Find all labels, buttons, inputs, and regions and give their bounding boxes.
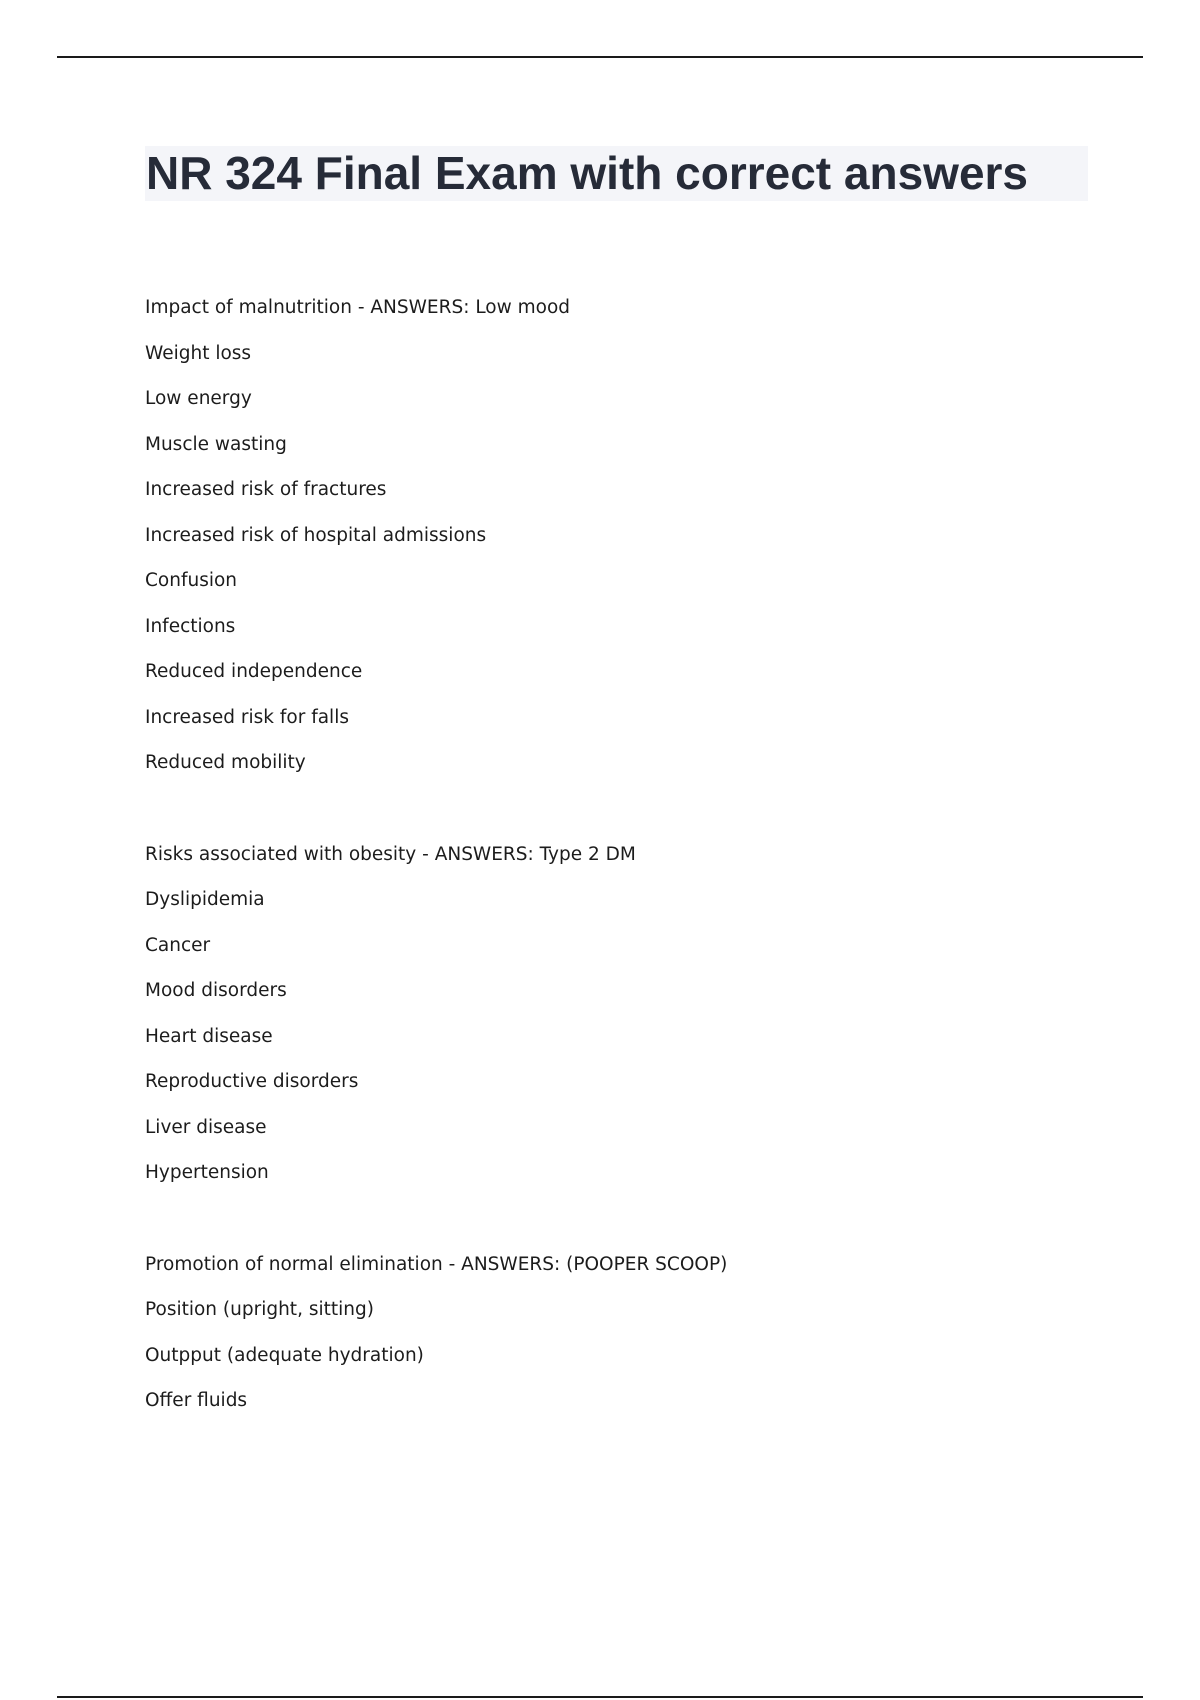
answer-item: Weight loss [145, 342, 252, 364]
answer-item: Position (upright, sitting) [145, 1299, 374, 1320]
answer-item: Mood disorders [145, 980, 287, 1001]
answer-item: Heart disease [145, 1025, 273, 1047]
answer-item: Confusion [145, 570, 238, 591]
answer-item: Muscle wasting [145, 433, 287, 455]
section-obesity [145, 832, 1095, 1196]
answer-item: Dyslipidemia [145, 889, 265, 910]
answer-item: Increased risk of fractures [145, 479, 387, 500]
answer-item: Reduced mobility [145, 752, 306, 773]
answer-item: Outpput (adequate hydration) [145, 1344, 424, 1366]
answer-item: Low energy [145, 388, 252, 409]
answer-item: Reduced independence [145, 661, 363, 682]
bottom-rule [57, 1696, 1143, 1698]
section-elimination [145, 1242, 1095, 1424]
answer-item: Offer fluids [145, 1390, 248, 1411]
answer-item: Cancer [145, 934, 211, 956]
document-body [145, 285, 1095, 1470]
question-line: Impact of malnutrition - ANSWERS: Low mood [145, 297, 571, 318]
top-rule [57, 56, 1143, 58]
question-line: Promotion of normal elimination - ANSWERS: (POOPER SCOOP) [145, 1253, 728, 1275]
answer-item: Hypertension [145, 1162, 269, 1183]
answer-item: Increased risk of hospital admissions [145, 524, 487, 546]
page-title: NR 324 Final Exam with correct answers [146, 147, 1029, 199]
answer-item: Liver disease [145, 1116, 267, 1138]
answer-item: Increased risk for falls [145, 706, 349, 728]
section-malnutrition [145, 285, 1095, 786]
answer-item: Infections [145, 615, 236, 637]
answer-item: Reproductive disorders [145, 1071, 359, 1092]
question-line: Risks associated with obesity - ANSWERS: Type 2 DM [145, 843, 636, 865]
